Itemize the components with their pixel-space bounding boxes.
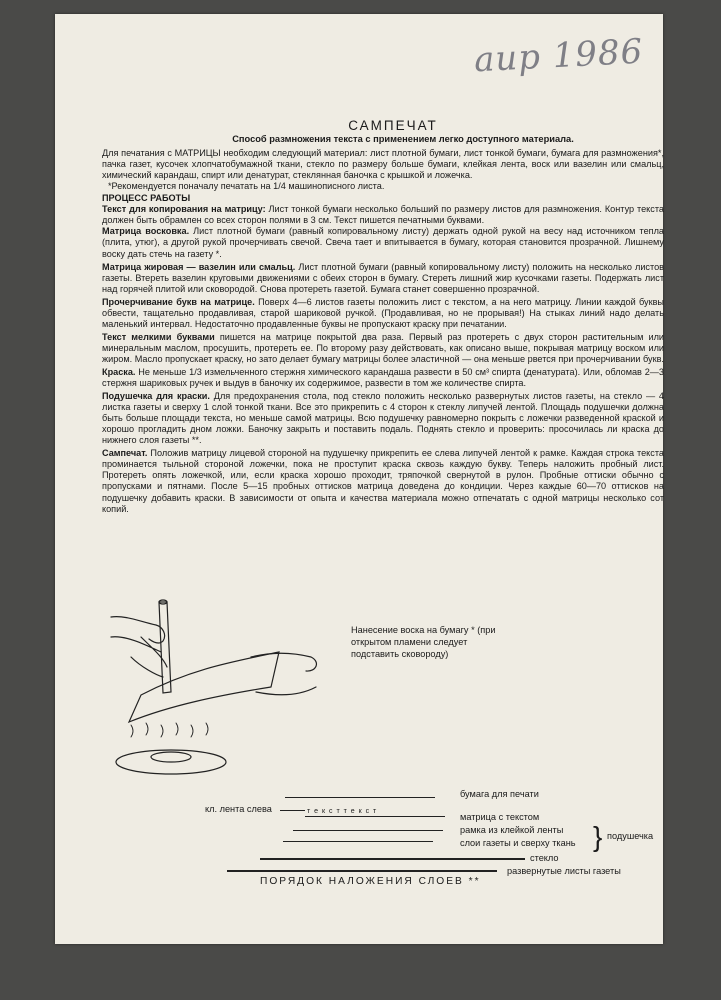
matrix-sample-text: т е к с т т е к с т [307,808,378,815]
layer-glass-label: стекло [530,853,559,863]
layer-order-caption: ПОРЯДОК НАЛОЖЕНИЯ СЛОЕВ ** [260,876,481,887]
layer-pad-label: подушечка [607,831,654,841]
footnote: *Рекомендуется поначалу печатать на 1/4 машинописного листа. [108,181,385,192]
section-tracing: Прочерчивание букв на матрице. Поверх 4—6 листов газеты положить лист с текстом, а на него матрицу. Линии каждой буквы обвести, тащательно продавливая, старой шариковой ручкой. (Продавливая, но не прорывая!) На стыках линий надо делать маленький интервал. Недостаточно продавленные буквы не пропускают краску при печатании. [102,296,664,329]
section-ink-pad: Подушечка для краски. Для предохранения стола, под стекло положить несколько развернутых листов газеты, на стекло — 4 листка газеты и сверху 1 слой тонкой ткани. Все это прикрепить с 4 сторон к стеклу липучей лентой. Площадь подушечки должна быть больше площади текста, но меньше самой матрицы. Всю подушечку равномерно покрыть с ложечки разведенной краской и хорошо прогладить дном ложки. Баночку закрыть и поставить подаль. Поднять стекло и проверить: просочилась ли краска до нижнего слоя газеты **. [102,391,664,446]
layer-tape-label: кл. лента слева [205,804,272,814]
illustration-caption: Нанесение воска на бумагу * (при открытом пламени следует подставить сковороду) [351,625,496,659]
section-copy-text: Текст для копирования на матрицу: Лист тонкой бумаги несколько больший по размеру листов для размножения. Контур текста должен быть обрамлен со всех сторон полями в 3 см. Текст пишется печатными буквами. [102,204,664,226]
layer-paper-label: бумага для печати [460,789,539,799]
document-subtitle: Способ размножения текста с применением легко доступного материала. [232,134,574,145]
section-small-text: Текст мелкими буквами пишется на матрице покрытой два раза. Первый раз протереть с двух сторон растительным или минеральным маслом, просушить, протереть ее. По второму разу действовать, как описано выше, покрывая матрицу воском или жиром. Масло пропускает краску, но зато делает бумагу матрицы более эластичной — она меньше рвется при прочерчивании букв. [102,331,664,364]
layer-cloth-label: слои газеты и сверху ткань [460,838,576,848]
intro-paragraph: Для печатания с МАТРИЦЫ необходим следующий материал: лист плотной бумаги, лист тонкой бумаги, бумага для размножения*, пачка газет, кусочек хлопчатобумажной ткани, стекло по размеру больше бумаги, клейкая лента, воск или вазелин или смальц, химический карандаш, спирт или денатурат, стеклянная баночка с крышкой и ложечка. [102,148,664,181]
layer-diagram: бумага для печати кл. лента слева т е к с т т е к с т матрица с текстом рамка из клейкой ленты слои газеты и сверху ткань } подушечка стекло развернутые листы газеты [205,789,654,876]
layer-frame-label: рамка из клейкой ленты [460,825,564,835]
document-body [102,120,664,515]
document-sheet [55,14,663,944]
section-ink: Краска. Не меньше 1/3 измельченного стержня химического карандаша развести в 50 см³ спирта (денатурата). Или, обломав 2—3 стержня шариковых ручек и выдув в баночку их содержимое, развести в том же количестве спирта. [102,366,664,389]
section-printing: Сампечат. Положив матрицу лицевой стороной на пудушечку прикрепить ее слева липучей лентой к рамке. Каждая строка текста проминается тыльной стороной ложечки, пока не проступит краска сквозь каждую букву. Теперь наложить пробный лист. Протереть опять ложечкой, или, если краска хорошо проходит, тряпочкой свернутой в рулон. Пробные оттиски обычно с пропусками и пятнами. После 5—15 пробных оттисков матрица доведена до кондиции. Через каждые 60—70 оттисков на подушечку добавить краски. В зависимости от опыта и качества материала можно отпечатать с одной матрицы несколько сот копий. [102,448,664,514]
wax-illustration [101,597,331,782]
layer-matrix-label: матрица с текстом [460,812,540,822]
document-title: САМПЕЧАТ [348,118,438,133]
layer-newspapers-label: развернутые листы газеты [507,866,621,876]
process-heading: ПРОЦЕСС РАБОТЫ [102,193,191,204]
section-wax-matrix: Матрица восковка. Лист плотной бумаги (равный копировальному листу) держать одной рукой на весу над источником тепла (плита, утюг), а другой рукой прочерчивать свечой. Свеча тает и впитывается в бумагу, которая становится прозрачной. Лишнему воску дать стечь на газету *. [102,226,664,259]
candle-icon [159,602,171,693]
section-grease-matrix: Матрица жировая — вазелин или смальц. Лист плотной бумаги (равный копировальному листу) положить на несколько листов газеты. Втереть вазелин круговыми движениями с обеих сторон в бумагу. Стереть лишний жир кусочками газеты. Подержать лист над горячей плитой или сковородой. Снова протереть газетой. Бумага станет совершенно прозрачной. [102,261,664,294]
handwritten-date: аир 1986 [472,31,644,81]
